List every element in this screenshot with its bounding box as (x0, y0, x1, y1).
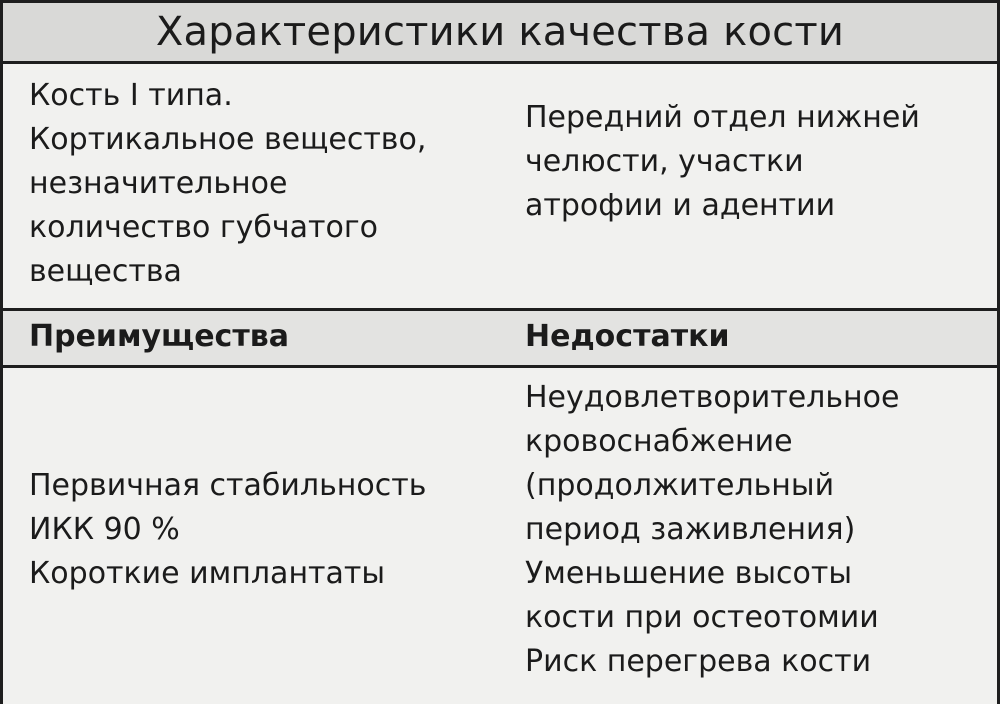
description-line: незначительное (29, 166, 288, 201)
location-line: атрофии и адентии (525, 188, 836, 223)
location-line: Передний отдел нижней (525, 100, 920, 135)
disadvantages-list (525, 376, 899, 684)
disadvantage-item: кости при остеотомии (525, 600, 879, 635)
disadvantage-item: кровоснабжение (525, 424, 793, 459)
advantage-item: Короткие имплантаты (29, 556, 386, 591)
bone-type-description (29, 74, 426, 294)
disadvantage-item: Неудовлетворительное (525, 380, 900, 415)
advantages-header: Преимущества (29, 319, 289, 354)
description-row (3, 64, 997, 308)
disadvantage-item: (продолжительный (525, 468, 835, 503)
advantage-item: ИКК 90 % (29, 512, 180, 547)
column-header-row (3, 308, 997, 368)
description-line: вещества (29, 254, 182, 289)
location-line: челюсти, участки (525, 144, 804, 179)
advantage-item: Первичная стабильность (29, 468, 427, 503)
details-row (3, 368, 997, 704)
bone-location-description (525, 96, 920, 228)
disadvantage-item: период заживления) (525, 512, 856, 547)
disadvantage-item: Уменьшение высоты (525, 556, 853, 591)
description-line: Кость I типа. (29, 78, 233, 113)
description-line: Кортикальное вещество, (29, 122, 427, 157)
disadvantages-header: Недостатки (525, 319, 730, 354)
description-line: количество губчатого (29, 210, 378, 245)
disadvantage-item: Риск перегрева кости (525, 644, 872, 679)
table-title-row (3, 0, 997, 64)
advantages-list (29, 464, 426, 596)
table-title: Характеристики качества кости (155, 9, 845, 55)
